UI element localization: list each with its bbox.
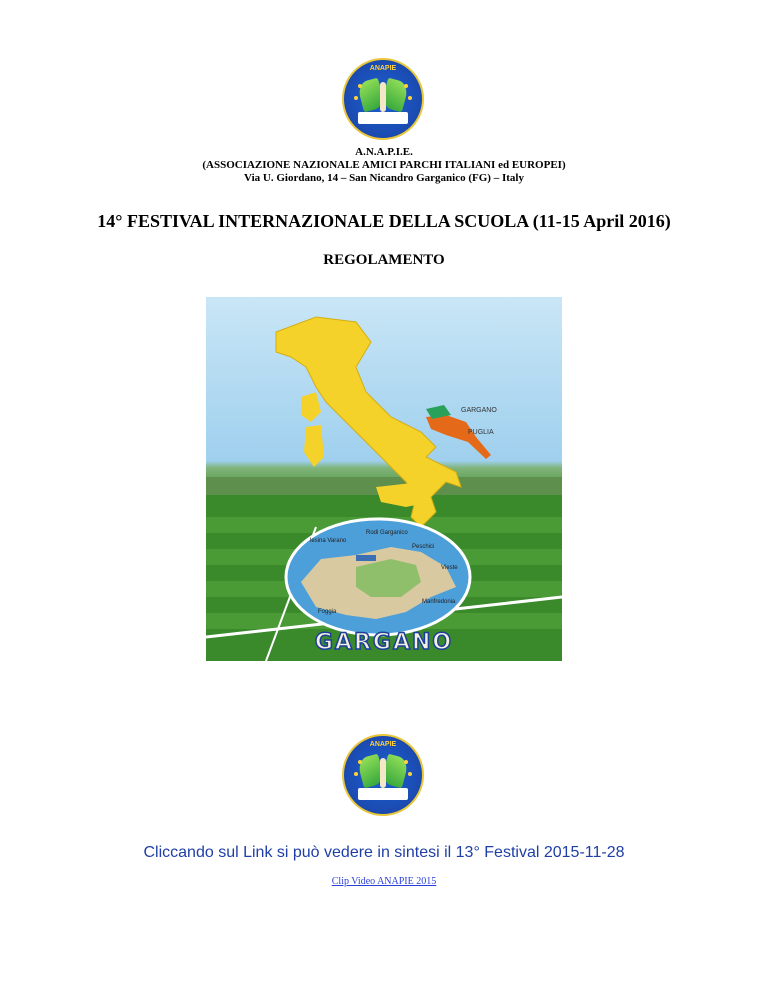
map-label-gargano: GARGANO <box>461 407 497 414</box>
map-label-peschici: Peschici <box>412 544 435 550</box>
map-label-rodi: Rodi Garganico <box>366 530 408 536</box>
map-label-puglia: PUGLIA <box>468 429 494 436</box>
star-icon <box>354 96 358 100</box>
star-icon <box>358 84 362 88</box>
logo-band <box>358 112 408 124</box>
map-label-vieste: Vieste <box>441 565 458 571</box>
map-label-manfredonia: Manfredonia <box>422 599 456 605</box>
org-full-name: (ASSOCIAZIONE NAZIONALE AMICI PARCHI ITALIANI ed EUROPEI) <box>202 159 566 171</box>
clip-video-link[interactable]: Clip Video ANAPIE 2015 <box>331 876 437 887</box>
star-icon <box>408 96 412 100</box>
poster-banner: GARGANO <box>314 630 454 655</box>
anapie-logo-bottom <box>342 734 424 816</box>
org-address: Via U. Giordano, 14 – San Nicandro Garganico (FG) – Italy <box>244 172 524 184</box>
clip-link-container <box>0 876 768 887</box>
map-label-lesina: lesina Varano <box>310 538 347 544</box>
star-icon <box>404 84 408 88</box>
butterfly-body-icon <box>380 82 386 112</box>
festival-link-sentence: Cliccando sul Link si può vedere in sintesi il 13° Festival 2015-11-28 <box>143 844 625 861</box>
butterfly-body-icon <box>380 758 386 788</box>
page-title: 14° FESTIVAL INTERNAZIONALE DELLA SCUOLA (11-15 April 2016) <box>97 211 671 231</box>
gargano-poster-image <box>206 297 562 661</box>
logo-band <box>358 788 408 800</box>
page-subtitle: REGOLAMENTO <box>323 252 445 268</box>
star-icon <box>358 760 362 764</box>
map-label-foggia: Foggia <box>318 609 337 615</box>
anapie-logo-top <box>342 58 424 140</box>
logo-text: ANAPIE <box>369 741 397 748</box>
logo-text: ANAPIE <box>369 65 397 72</box>
star-icon <box>354 772 358 776</box>
org-acronym: A.N.A.P.I.E. <box>355 146 413 158</box>
star-icon <box>408 772 412 776</box>
poster-illustration <box>206 297 562 661</box>
star-icon <box>404 760 408 764</box>
